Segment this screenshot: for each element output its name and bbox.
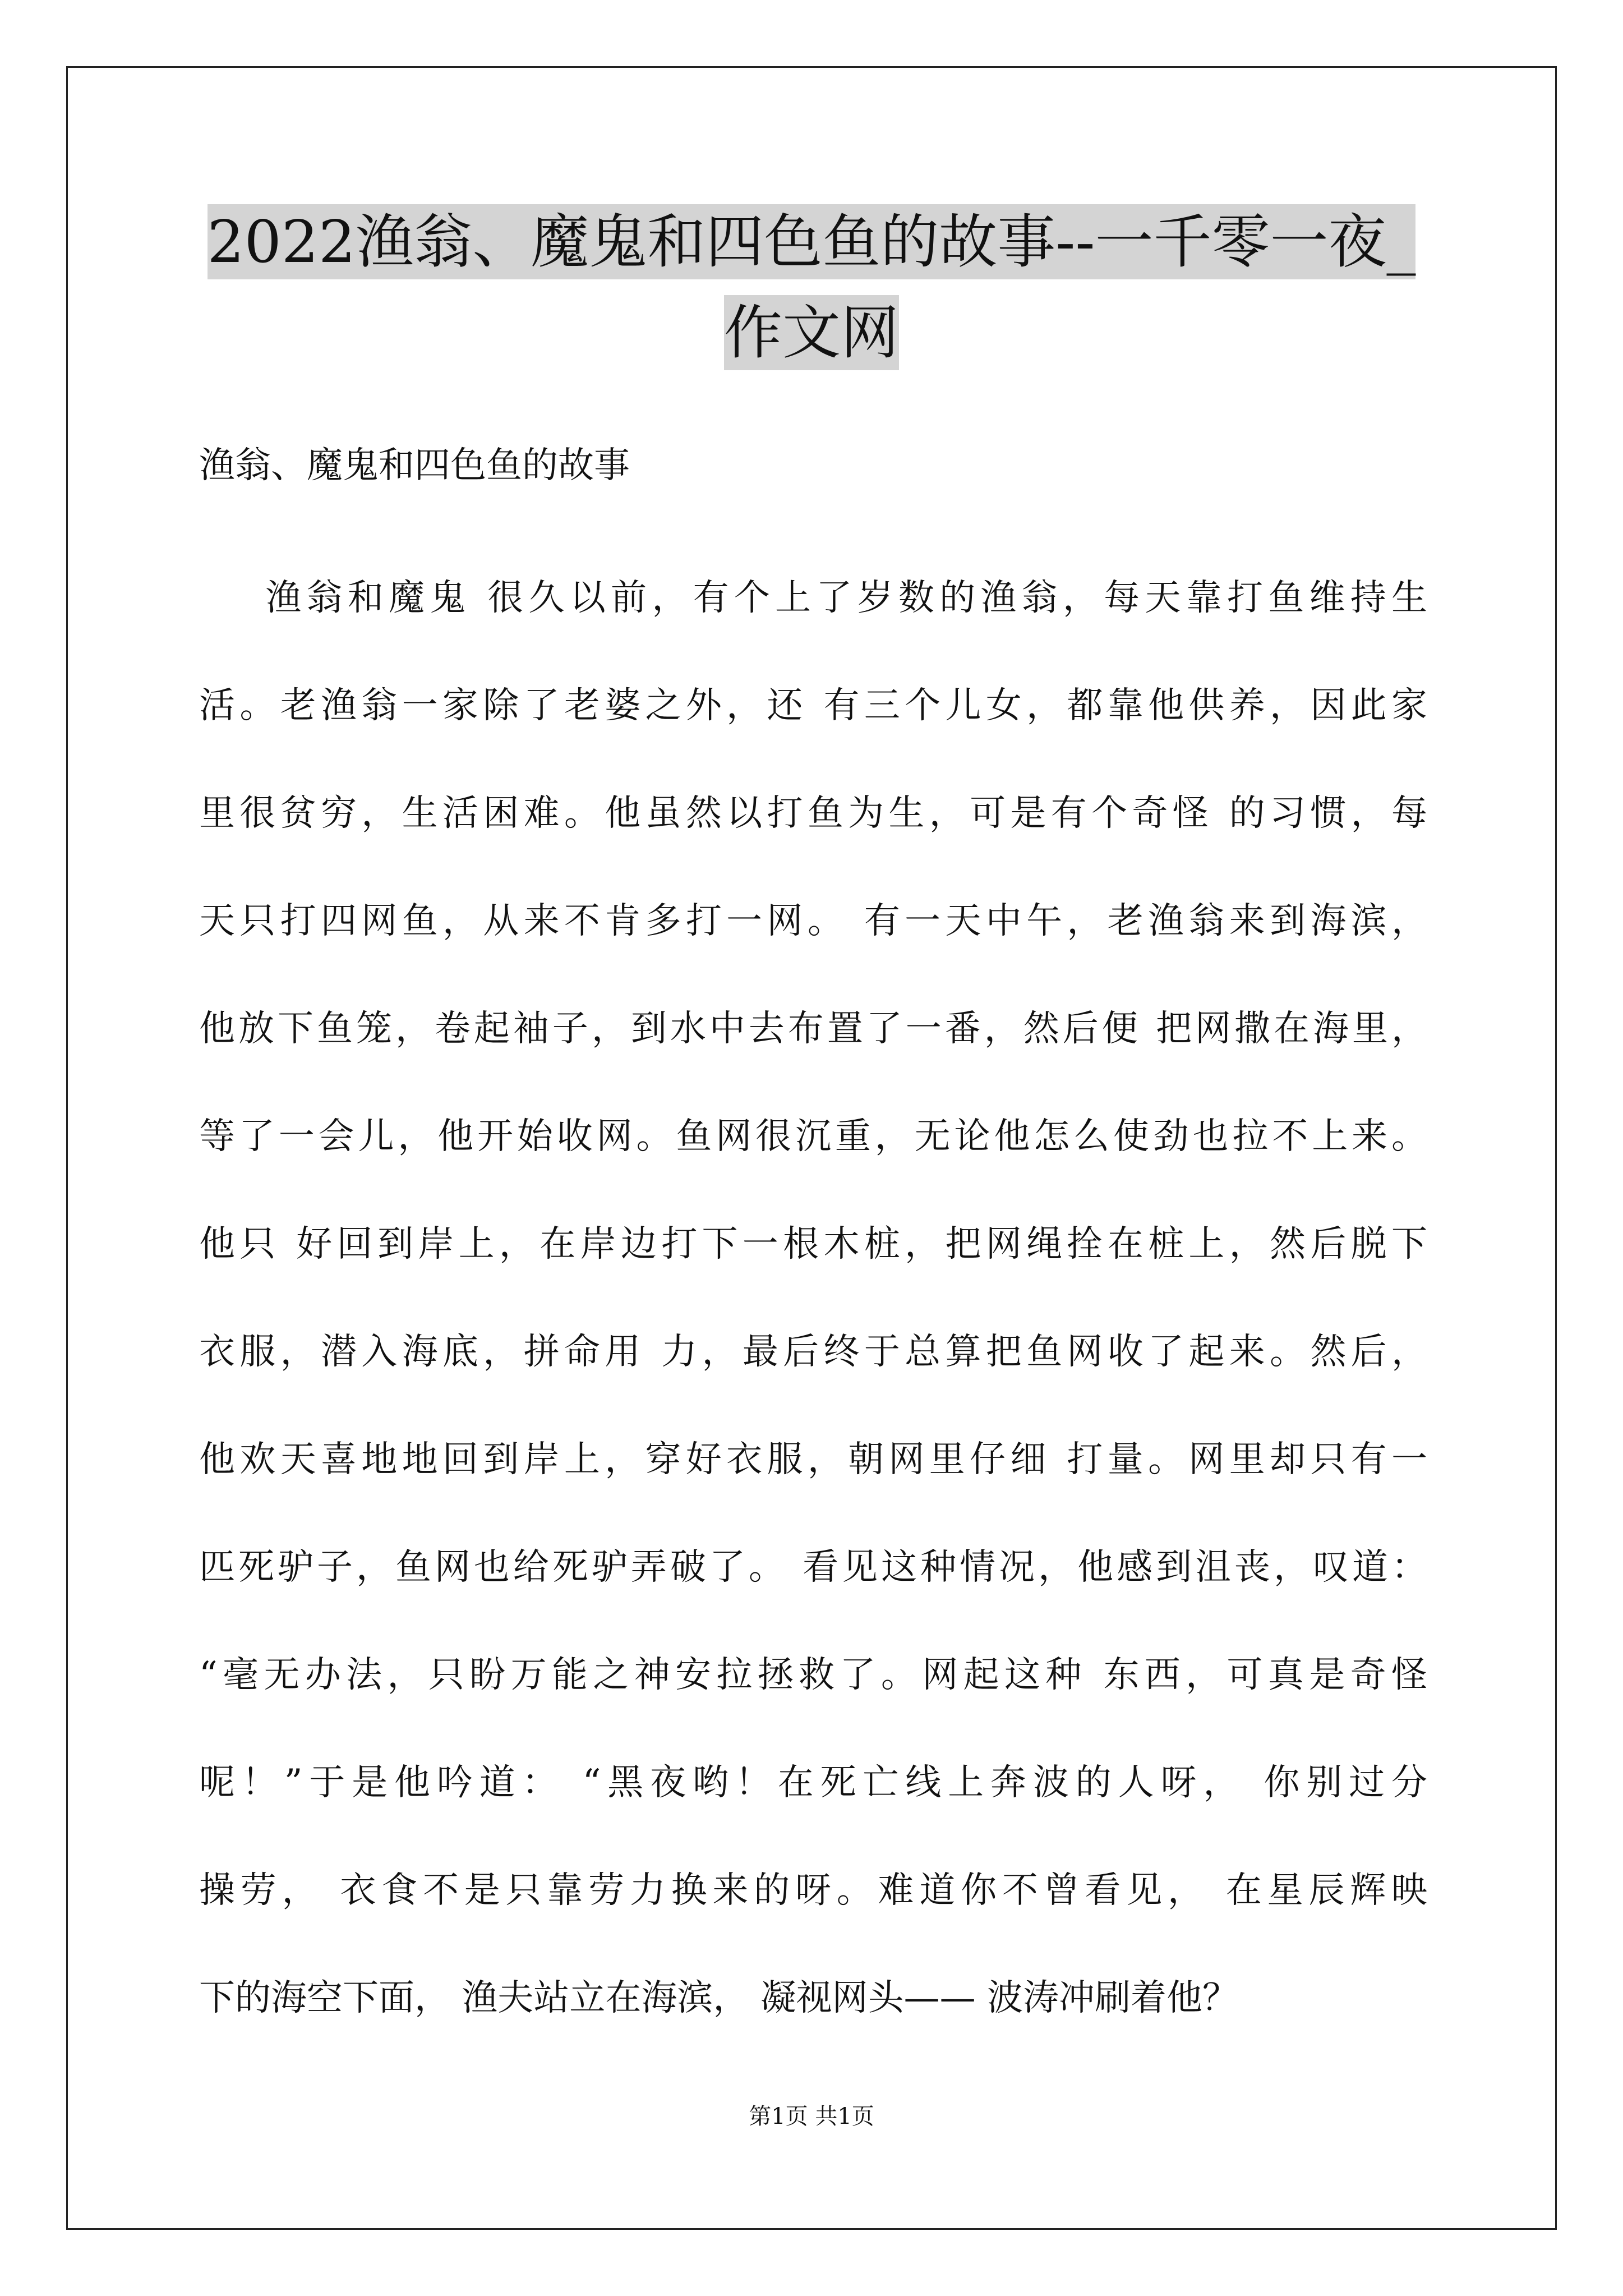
document-title-line-2: 作文网: [724, 295, 899, 370]
body-line: 里很贫穷，生活困难。他虽然以打鱼为生，可是有个奇怪 的习惯，每: [199, 793, 1427, 834]
body-line: 下的海空下面， 渔夫站立在海滨， 凝视网头—— 波涛冲刷着他？: [199, 1977, 1239, 2019]
document-body: [199, 544, 1427, 2052]
body-line: 他欢天喜地地回到岸上，穿好衣服，朝网里仔细 打量。网里却只有一: [199, 1439, 1427, 1480]
body-line: 操劳， 衣食不是只靠劳力换来的呀。难道你不曾看见， 在星辰辉映: [199, 1870, 1427, 1911]
body-line: 他只 好回到岸上，在岸边打下一根木桩，把网绳拴在桩上，然后脱下: [199, 1223, 1427, 1265]
body-line: “毫无办法，只盼万能之神安拉拯救了。网起这种 东西，可真是奇怪: [199, 1654, 1427, 1696]
body-line: 等了一会儿，他开始收网。鱼网很沉重，无论他怎么使劲也拉不上来。: [199, 1116, 1427, 1157]
document-subtitle: 渔翁、魔鬼和四色鱼的故事: [199, 445, 630, 486]
body-line: 呢！”于是他吟道： “黑夜哟！在死亡线上奔波的人呀， 你别过分: [199, 1762, 1427, 1803]
body-line: 衣服，潜入海底，拼命用 力，最后终于总算把鱼网收了起来。然后，: [199, 1331, 1427, 1373]
body-line: 渔翁和魔鬼 很久以前，有个上了岁数的渔翁，每天靠打鱼维持生: [199, 577, 1427, 619]
body-line: 活。老渔翁一家除了老婆之外，还 有三个儿女，都靠他供养，因此家: [199, 685, 1427, 726]
body-line: 他放下鱼笼，卷起袖子，到水中去布置了一番，然后便 把网撒在海里，: [199, 1008, 1427, 1050]
body-line: 天只打四网鱼，从来不肯多打一网。 有一天中午，老渔翁来到海滨，: [199, 900, 1427, 942]
document-title: [168, 196, 1455, 378]
page-footer: 第1页 共1页: [749, 2104, 874, 2129]
body-line: 匹死驴子，鱼网也给死驴弄破了。 看见这种情况，他感到沮丧，叹道：: [199, 1547, 1427, 1588]
document-title-line-1: 2022渔翁、魔鬼和四色鱼的故事--一千零一夜_: [208, 204, 1416, 279]
